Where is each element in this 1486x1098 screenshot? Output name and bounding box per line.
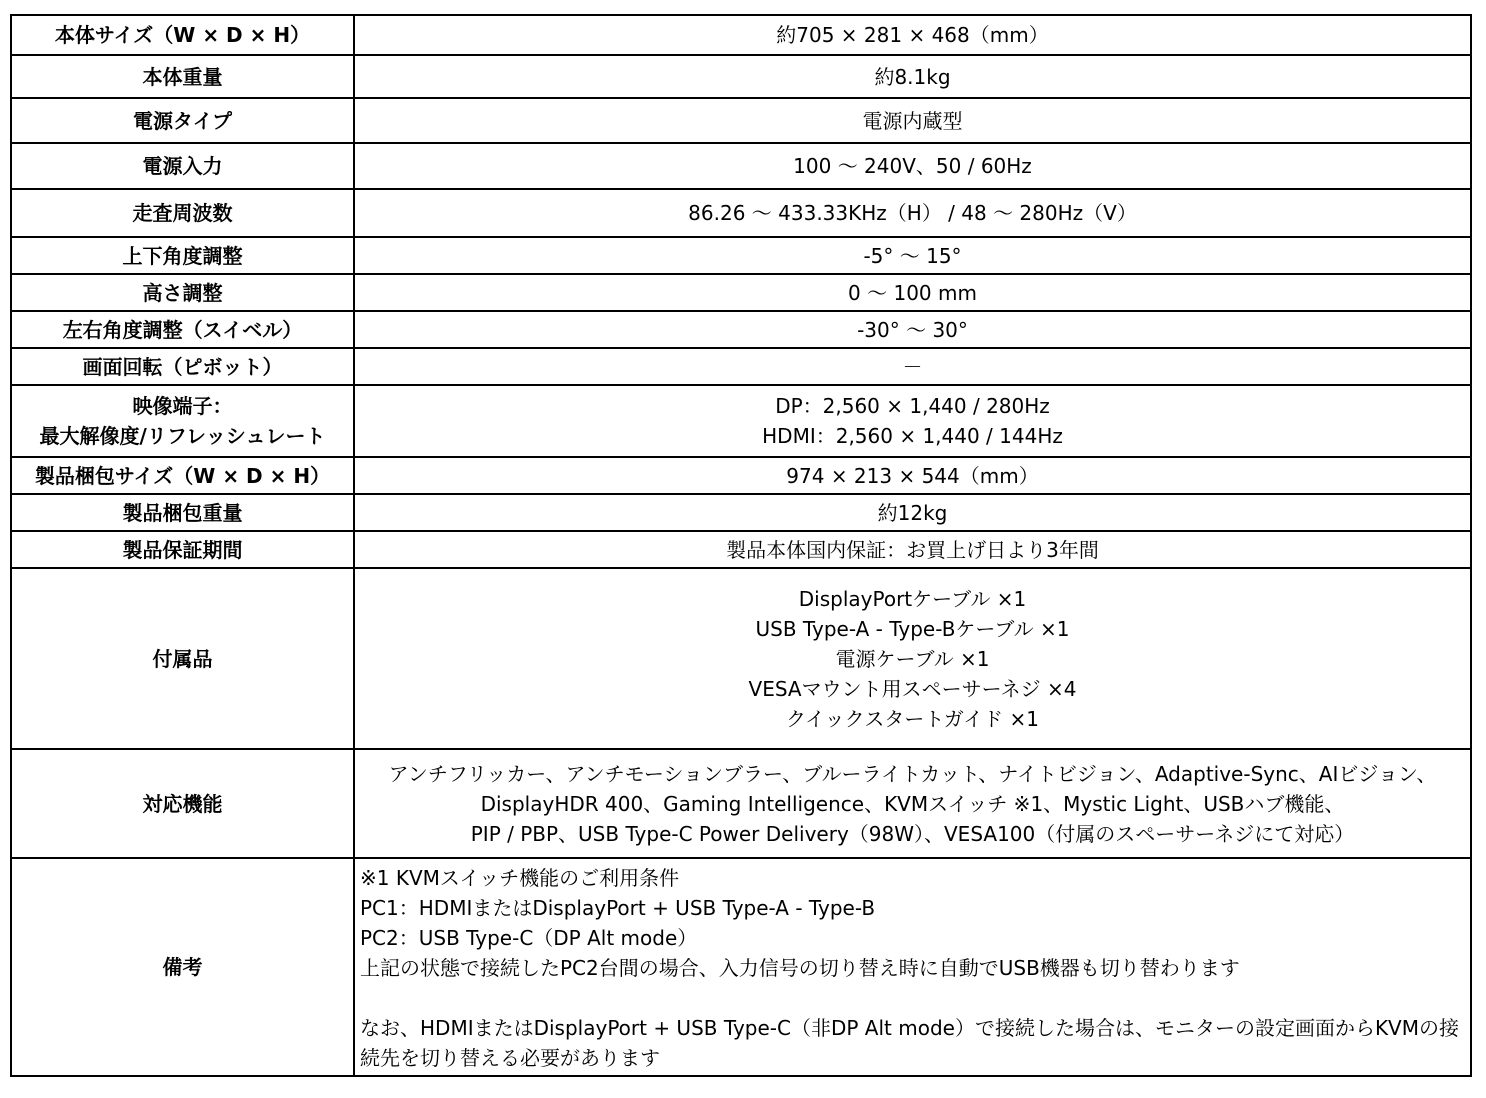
spec-value-package-size bbox=[354, 457, 1471, 494]
spec-value-line: 974 × 213 × 544（mm） bbox=[786, 463, 1039, 488]
spec-value-features bbox=[354, 749, 1471, 858]
spec-value-line: 約705 × 281 × 468（mm） bbox=[776, 23, 1049, 47]
spec-label-pivot: 画面回転（ピボット） bbox=[11, 348, 354, 385]
spec-value-line: PC1：HDMIまたはDisplayPort + USB Type-A - Type-B bbox=[360, 896, 876, 920]
spec-label-package-size: 製品梱包サイズ（W × D × H） bbox=[11, 457, 354, 494]
spec-label-line: 映像端子： bbox=[132, 394, 233, 418]
spec-label-video-ports bbox=[11, 385, 354, 457]
table-row bbox=[11, 531, 1471, 568]
spec-value-video-ports bbox=[354, 385, 1471, 457]
spec-value-body-weight bbox=[354, 55, 1471, 98]
table-row bbox=[11, 494, 1471, 531]
spec-value-tilt bbox=[354, 237, 1471, 274]
spec-value-line: -5° ～ 15° bbox=[863, 243, 962, 268]
spec-value-swivel bbox=[354, 311, 1471, 348]
spec-value-line: 0 ～ 100 mm bbox=[848, 280, 977, 305]
table-row bbox=[11, 568, 1471, 749]
table-row bbox=[11, 55, 1471, 98]
spec-value-line: VESAマウント用スペーサーネジ ×4 bbox=[748, 676, 1077, 701]
spec-value-line: クイックスタートガイド ×1 bbox=[785, 706, 1040, 731]
spec-label-notes: 備考 bbox=[11, 858, 354, 1076]
spec-value-line: 電源ケーブル ×1 bbox=[835, 646, 990, 671]
spec-value-pivot bbox=[354, 348, 1471, 385]
table-row bbox=[11, 274, 1471, 311]
spec-label-package-weight: 製品梱包重量 bbox=[11, 494, 354, 531]
table-row bbox=[11, 98, 1471, 143]
spec-value-line: PIP / PBP、USB Type-C Power Delivery（98W）、VESA100（付属のスペーサーネジにて対応） bbox=[470, 821, 1355, 846]
table-row bbox=[11, 749, 1471, 858]
spec-label-warranty: 製品保証期間 bbox=[11, 531, 354, 568]
spec-label-line: 最大解像度/リフレッシュレート bbox=[39, 424, 326, 448]
table-row bbox=[11, 385, 1471, 457]
spec-label-body-weight: 本体重量 bbox=[11, 55, 354, 98]
table-row bbox=[11, 143, 1471, 189]
blank-line bbox=[360, 983, 1466, 1013]
spec-value-warranty bbox=[354, 531, 1471, 568]
table-row bbox=[11, 237, 1471, 274]
spec-value-line: 製品本体国内保証：お買上げ日より3年間 bbox=[726, 537, 1099, 562]
spec-value-body-size bbox=[354, 15, 1471, 55]
spec-value-line: -30° ～ 30° bbox=[857, 317, 968, 342]
spec-value-line: DP：2,560 × 1,440 / 280Hz bbox=[775, 394, 1050, 418]
spec-value-line: USB Type-A - Type-Bケーブル ×1 bbox=[755, 616, 1070, 641]
spec-label-swivel: 左右角度調整（スイベル） bbox=[11, 311, 354, 348]
spec-value-line: 電源内蔵型 bbox=[862, 108, 963, 133]
spec-value-line: 約8.1kg bbox=[874, 64, 951, 89]
spec-value-line: なお、HDMIまたはDisplayPort + USB Type-C（非DP Alt mode）で接続した場合は、モニターの設定画面からKVMの接続先を切り替える必要があります bbox=[360, 1016, 1459, 1070]
spec-value-line: 約12kg bbox=[877, 500, 948, 525]
table-row bbox=[11, 858, 1471, 1076]
spec-label-tilt: 上下角度調整 bbox=[11, 237, 354, 274]
spec-value-line: ※1 KVMスイッチ機能のご利用条件 bbox=[360, 866, 680, 890]
spec-label-accessories: 付属品 bbox=[11, 568, 354, 749]
spec-value-notes bbox=[354, 858, 1471, 1076]
spec-value-line: 100 ～ 240V、50 / 60Hz bbox=[793, 154, 1032, 178]
spec-value-power-input bbox=[354, 143, 1471, 189]
spec-value-accessories bbox=[354, 568, 1471, 749]
table-row bbox=[11, 15, 1471, 55]
spec-value-height-adjust bbox=[354, 274, 1471, 311]
spec-value-line: DisplayPortケーブル ×1 bbox=[798, 586, 1027, 611]
table-row bbox=[11, 457, 1471, 494]
spec-value-line: DisplayHDR 400、Gaming Intelligence、KVMスイッチ ※1、Mystic Light、USBハブ機能、 bbox=[480, 791, 1345, 816]
spec-label-power-input: 電源入力 bbox=[11, 143, 354, 189]
table-row bbox=[11, 348, 1471, 385]
spec-label-body-size: 本体サイズ（W × D × H） bbox=[11, 15, 354, 55]
spec-label-power-type: 電源タイプ bbox=[11, 98, 354, 143]
spec-value-line: － bbox=[902, 354, 923, 379]
spec-value-power-type bbox=[354, 98, 1471, 143]
spec-table bbox=[10, 14, 1472, 1077]
spec-value-line: HDMI：2,560 × 1,440 / 144Hz bbox=[762, 424, 1063, 448]
spec-value-scan-frequency bbox=[354, 189, 1471, 237]
table-row bbox=[11, 311, 1471, 348]
spec-value-line: 上記の状態で接続したPC2台間の場合、入力信号の切り替え時に自動でUSB機器も切り替わります bbox=[360, 956, 1240, 980]
spec-value-package-weight bbox=[354, 494, 1471, 531]
spec-value-line: 86.26 ～ 433.33KHz（H） / 48 ～ 280Hz（V） bbox=[688, 201, 1137, 225]
spec-value-line: PC2：USB Type-C（DP Alt mode） bbox=[360, 926, 698, 950]
spec-label-features: 対応機能 bbox=[11, 749, 354, 858]
table-row bbox=[11, 189, 1471, 237]
spec-label-scan-frequency: 走査周波数 bbox=[11, 189, 354, 237]
spec-value-line: アンチフリッカー、アンチモーションブラー、ブルーライトカット、ナイトビジョン、Adaptive-Sync、AIビジョン、 bbox=[388, 761, 1437, 786]
spec-label-height-adjust: 高さ調整 bbox=[11, 274, 354, 311]
